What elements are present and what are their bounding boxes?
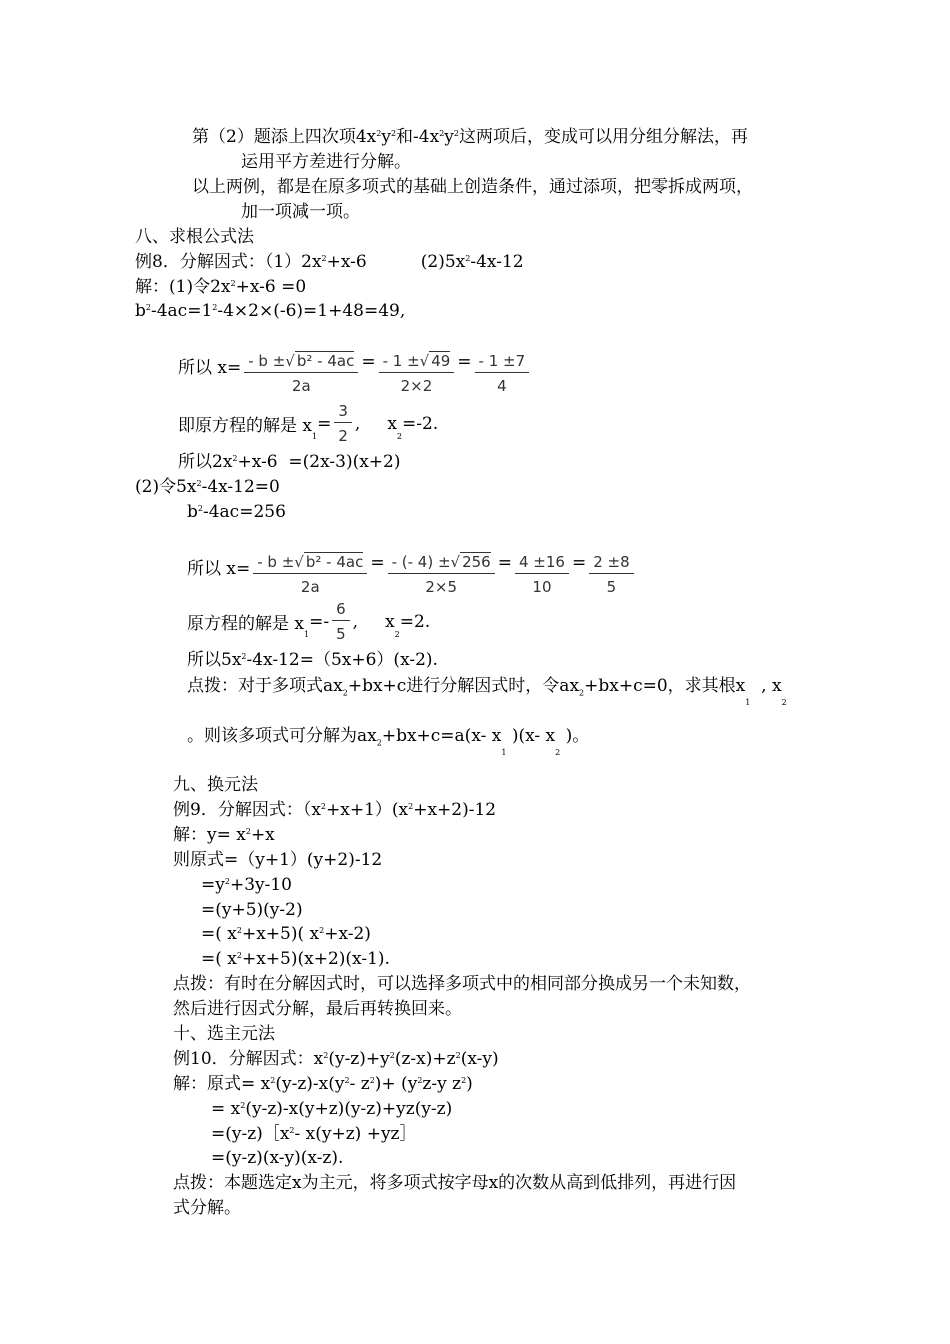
text-line: $b^2-4ac=256$ bbox=[187, 502, 286, 522]
text-line: 所以$5x^2-4x-12=(5x+6)(x-2)$. bbox=[187, 650, 438, 670]
formula-2: 所以 x= $\frac{\text{- b ±√ b² - 4ac}}{2a}$ = $\frac{- (- 4) \pm√ 256}{2\times 5}$ = $\frac{4 \pm 16}{10}$ = $\frac{2 \pm 8}{5}$ bbox=[187, 537, 637, 596]
text-line: =(y-z)(x-y)(x-z). bbox=[211, 1148, 344, 1168]
tip-line: 然后进行因式分解，最后再转换回来。 bbox=[173, 999, 462, 1019]
tip-line: 点拨：本题选定x为主元，将多项式按字母x的次数从高到低排列，再进行因 bbox=[173, 1173, 737, 1193]
tip-line: 点拨：对于多项式$ax_2+bx+c$进行分解因式时，令$ax_2+bx+c=0$，求其根$x_1$ , $x_2$ bbox=[187, 676, 787, 707]
text-line: 第（2）题添上四次项$4x^2y^2$和$-4x^2y^2$这两项后，变成可以用分组分解法，再 bbox=[192, 127, 748, 147]
text-line: 解：(1)令$2x^2+x-6 =0$ bbox=[135, 277, 307, 297]
text-line: 则原式=（y+1）(y+2)-12 bbox=[173, 850, 383, 870]
text-line: =( $x^2+x+5$)( $x^2+x-2$) bbox=[201, 924, 371, 944]
text-line: $=y^2+3y-10$ bbox=[201, 875, 292, 895]
tip-line: 式分解。 bbox=[173, 1198, 241, 1218]
text-line: 解：原式= $x^2(y-z)-x(y^2-$ $z^2)+ (y^2z-y$ $z^2$) bbox=[173, 1074, 473, 1094]
formula-1: 所以 x= $\frac{\text{- b ±√ b² - 4ac}}{2a}$ = $\frac{- 1 \pm√ 49}{2\times 2}$ = $\frac{- 1 \pm 7}{4}$ bbox=[178, 336, 532, 395]
section-heading: 九、换元法 bbox=[173, 775, 258, 795]
example-heading: 例10．分解因式：$x^2(y-z)+y^2(z-x)+z^2(x-y)$ bbox=[173, 1049, 499, 1069]
section-heading: 十、选主元法 bbox=[173, 1024, 275, 1044]
section-heading: 八、求根公式法 bbox=[135, 227, 254, 247]
text-line: 以上两例，都是在原多项式的基础上创造条件，通过添项，把零拆成两项， bbox=[192, 177, 753, 197]
text-line: =( $x^2+x+5)(x+2)(x-1)$. bbox=[201, 949, 390, 969]
text-line: 所以$2x^2+x-6 =(2x-3)(x+2)$ bbox=[178, 452, 401, 472]
solution-line-1: 即原方程的解是 x 1 = $\frac{3}{2}$ , x 2 =-2. bbox=[178, 402, 439, 445]
text-line: 加一项减一项。 bbox=[241, 202, 360, 222]
tip-line: 。则该多项式可分解为$ax_2+bx+c=a(x-$ $x_1$ )(x- $x_2$ )。 bbox=[187, 726, 590, 757]
text-line: 解：$y= x^2+x$ bbox=[173, 825, 275, 845]
example-heading: 例9．分解因式：$(x^2+x+1)(x^2+x+2)-12$ bbox=[173, 800, 497, 820]
text-line: = $x^2(y-z)-x(y+z)(y-z)+yz(y-z)$ bbox=[211, 1099, 453, 1119]
text-line: (2)令$5x^2-4x-12=0$ bbox=[135, 477, 280, 497]
text-line: $b^2-4ac=1^2-4\times 2\times(-6)=1+48=49$, bbox=[135, 301, 406, 321]
formula-label: 所以 x= bbox=[178, 358, 242, 378]
formula-label: 所以 x= bbox=[187, 559, 251, 579]
solution-line-2: 原方程的解是 x 1 =- $\frac{6}{5}$ , x 2 =2. bbox=[187, 600, 431, 643]
text-line: $=(y-z)[x^2-$ x(y+z) +yz］ bbox=[211, 1124, 417, 1144]
example-heading: 例8．分解因式：$(1)2x^2+x-6$ $(2)5x^2-4x-12$ bbox=[135, 252, 524, 272]
text-line: =(y+5)(y-2) bbox=[201, 900, 303, 920]
tip-line: 点拨：有时在分解因式时，可以选择多项式中的相同部分换成另一个未知数， bbox=[173, 974, 751, 994]
text-line: 运用平方差进行分解。 bbox=[241, 152, 411, 172]
